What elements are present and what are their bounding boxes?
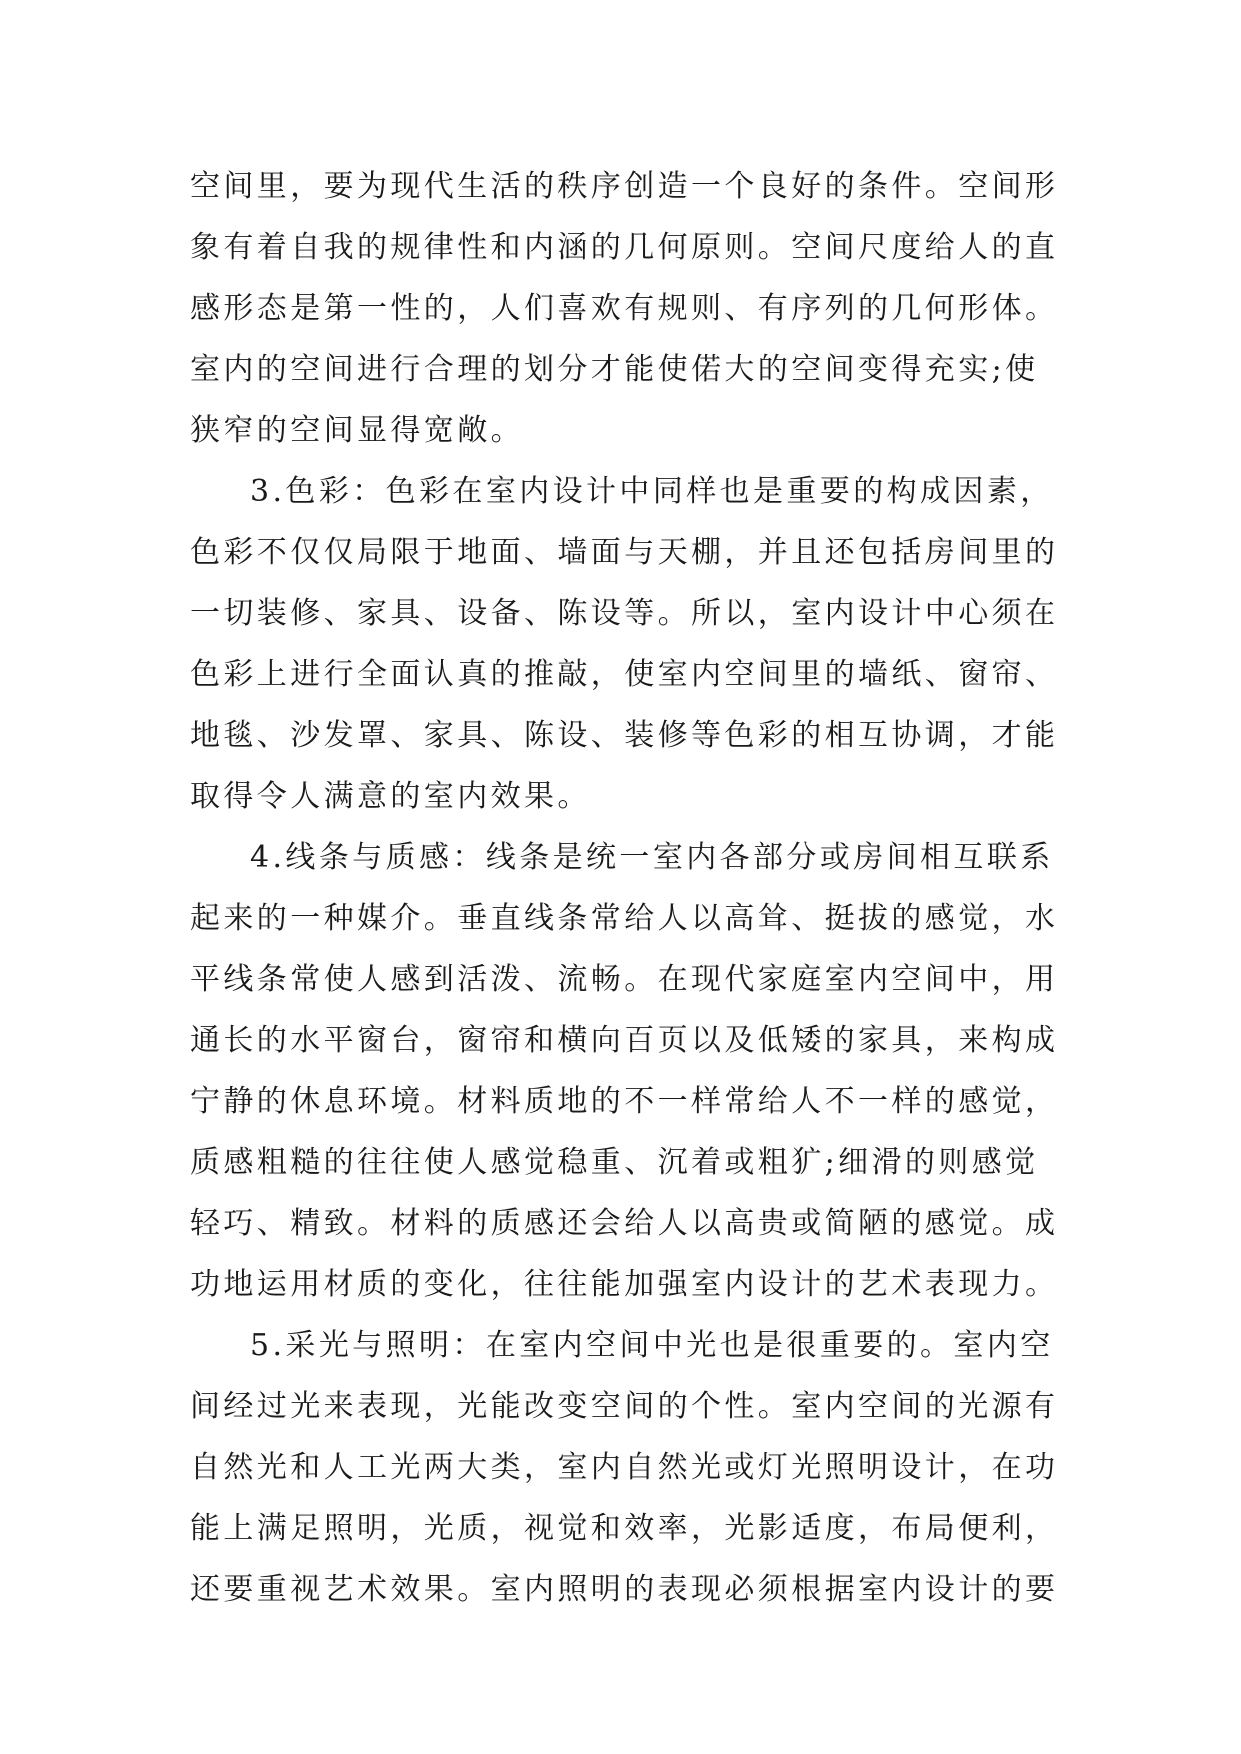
body-text <box>190 156 1070 1620</box>
paragraph <box>190 1315 1070 1620</box>
text-line: 轻巧、精致。材料的质感还会给人以高贵或简陋的感觉。成 <box>190 1206 1059 1241</box>
text-line: 一切装修、家具、设备、陈设等。所以，室内设计中心须在 <box>190 596 1059 631</box>
text-line: 起来的一种媒介。垂直线条常给人以高耸、挺拔的感觉，水 <box>190 901 1059 936</box>
text-line: 象有着自我的规律性和内涵的几何原则。空间尺度给人的直 <box>190 230 1059 265</box>
text-line: 感形态是第一性的，人们喜欢有规则、有序列的几何形体。 <box>190 291 1059 326</box>
text-line: 空间里，要为现代生活的秩序创造一个良好的条件。空间形 <box>190 169 1059 204</box>
text-line: 质感粗糙的往往使人感觉稳重、沉着或粗犷;细滑的则感觉 <box>190 1145 1039 1180</box>
text-line: 功地运用材质的变化，往往能加强室内设计的艺术表现力。 <box>190 1267 1059 1302</box>
text-line: 还要重视艺术效果。室内照明的表现必须根据室内设计的要 <box>190 1572 1059 1607</box>
text-line: 平线条常使人感到活泼、流畅。在现代家庭室内空间中，用 <box>190 962 1059 997</box>
paragraph <box>190 156 1070 461</box>
text-line: 4.线条与质感：线条是统一室内各部分或房间相互联系 <box>250 840 1054 875</box>
text-line: 色彩不仅仅局限于地面、墙面与天棚，并且还包括房间里的 <box>190 535 1059 570</box>
text-line: 5.采光与照明：在室内空间中光也是很重要的。室内空 <box>250 1328 1054 1363</box>
text-line: 取得令人满意的室内效果。 <box>190 779 591 814</box>
text-line: 狭窄的空间显得宽敞。 <box>190 413 524 448</box>
text-line: 3.色彩：色彩在室内设计中同样也是重要的构成因素， <box>250 474 1054 509</box>
text-line: 宁静的休息环境。材料质地的不一样常给人不一样的感觉， <box>190 1084 1059 1119</box>
text-line: 自然光和人工光两大类，室内自然光或灯光照明设计，在功 <box>190 1450 1059 1485</box>
paragraph <box>190 461 1070 827</box>
text-line: 地毯、沙发罩、家具、陈设、装修等色彩的相互协调，才能 <box>190 718 1059 753</box>
text-line: 通长的水平窗台，窗帘和横向百页以及低矮的家具，来构成 <box>190 1023 1059 1058</box>
text-line: 间经过光来表现，光能改变空间的个性。室内空间的光源有 <box>190 1389 1059 1424</box>
text-line: 室内的空间进行合理的划分才能使偌大的空间变得充实;使 <box>190 352 1039 387</box>
text-line: 能上满足照明，光质，视觉和效率，光影适度，布局便利， <box>190 1511 1059 1546</box>
paragraph <box>190 827 1070 1315</box>
text-line: 色彩上进行全面认真的推敲，使室内空间里的墙纸、窗帘、 <box>190 657 1059 692</box>
